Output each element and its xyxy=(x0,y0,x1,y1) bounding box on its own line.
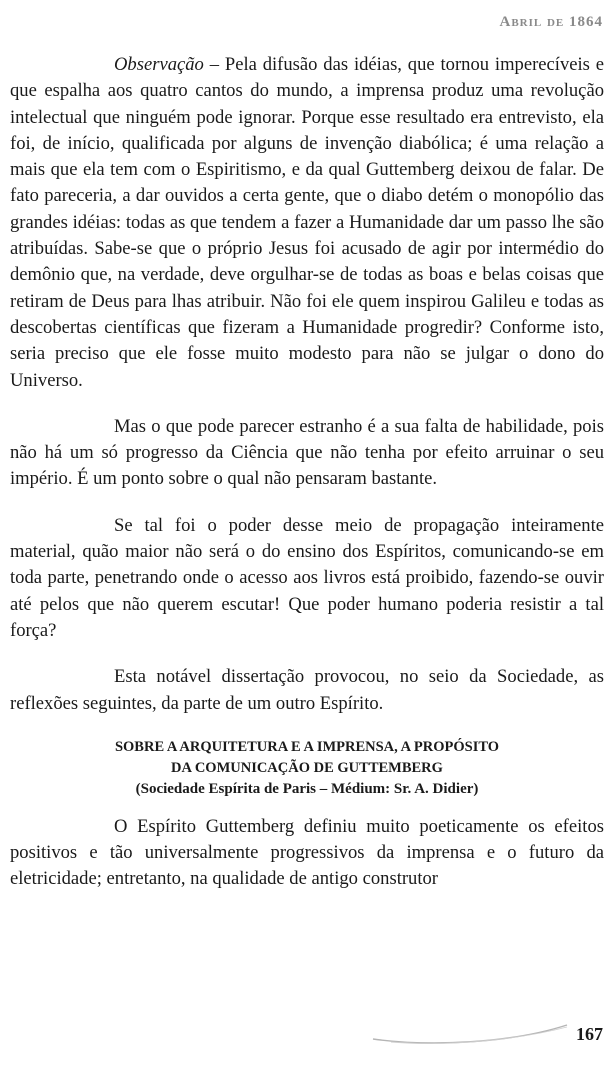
page-number: 167 xyxy=(576,1024,603,1044)
section-subheading: (Sociedade Espírita de Paris – Médium: Sr. A. Didier) xyxy=(135,780,479,797)
paragraph-observacao xyxy=(10,52,604,394)
paragraph-2: Mas o que pode parecer estranho é a sua falta de habilidade, pois não há um só progresso da Ciência que não tenha por efeito arruinar o seu império. É um ponto sobre o qual não pensaram bastante. xyxy=(10,415,604,490)
section-heading xyxy=(10,737,604,800)
section-heading-line-1: SOBRE A ARQUITETURA E A IMPRENSA, A PROPÓSITO xyxy=(114,738,500,755)
observation-label: Observação xyxy=(114,54,204,75)
paragraph-4: Esta notável dissertação provocou, no seio da Sociedade, as reflexões seguintes, da parte de um outro Espírito. xyxy=(10,666,604,714)
paragraph-observacao-text: – Pela difusão das idéias, que tornou imperecíveis e que espalha aos quatro cantos do mundo, a imprensa produz uma revolução intelectual que ninguém pode ignorar. Porque esse resultado era entrevisto, ela foi, de início, qualificada por alguns de invenção diabólica; é uma relação a mais que ela tem com o Espiritismo, e da qual Guttemberg deixou de falar. De fato pareceria, a dar ouvidos a certa gente, que o diabo detém o monopólio das grandes idéias: todas as que tendem a fazer a Humanidade dar um passo lhe são atribuídas. Sabe-se que o próprio Jesus foi acusado de agir por intermédio do demônio que, na verdade, deve orgulhar-se de todas as boas e belas coisas que retiram de Deus para lhas atribuir. Não foi ele quem inspirou Galileu e todas as descobertas científicas que fizeram a Humanidade progredir? Conforme isto, seria preciso que ele fosse muito modesto para não se julgar o dono do Universo. xyxy=(10,54,604,391)
paragraph-5: O Espírito Guttemberg definiu muito poeticamente os efeitos positivos e tão universalmente progressivos da imprensa e o futuro da eletricidade; entretanto, na qualidade de antigo construtor xyxy=(10,815,604,890)
footer-ornament xyxy=(371,1017,571,1047)
running-header: Abril de 1864 xyxy=(499,14,603,30)
paragraph-3: Se tal foi o poder desse meio de propagação inteiramente material, quão maior não será o do ensino dos Espíritos, comunicando-se em toda parte, penetrando onde o acesso aos livros está proibido, fazendo-se ouvir até pelos que não querem escutar! Que poder humano poderia resistir a tal força? xyxy=(10,514,604,641)
page-body xyxy=(10,52,604,893)
section-heading-line-2: DA COMUNICAÇÃO DE GUTTEMBERG xyxy=(171,759,443,776)
